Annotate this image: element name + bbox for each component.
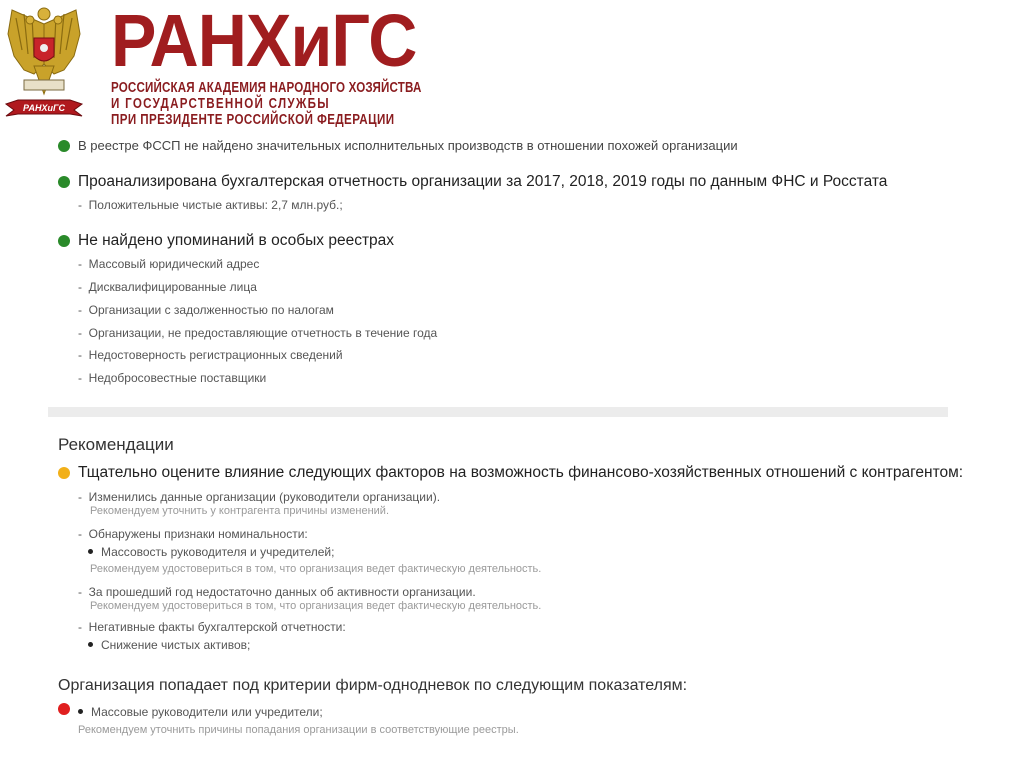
factor-item: - Обнаружены признаки номинальности: xyxy=(78,527,308,541)
check-registries-title: Не найдено упоминаний в особых реестрах xyxy=(78,232,395,249)
check-accounting-title: Проанализирована бухгалтерская отчетность организации за 2017, 2018, 2019 годы по данным ФНС и Росстата xyxy=(78,173,888,190)
emblem-ribbon-text: РАНХиГС xyxy=(23,103,65,113)
registry-item: - Недостоверность регистрационных сведений xyxy=(78,348,343,362)
check-accounting-item: - Положительные чистые активы: 2,7 млн.руб.; xyxy=(78,198,343,212)
registry-item: - Массовый юридический адрес xyxy=(78,257,260,271)
eagle-emblem-icon xyxy=(4,4,84,130)
factor-bullet xyxy=(88,638,250,652)
status-ok-icon xyxy=(58,176,70,188)
brand-subtitle-line: РОССИЙСКАЯ АКАДЕМИЯ НАРОДНОГО ХОЗЯЙСТВА xyxy=(111,80,422,96)
shell-company-bullet-text: Массовые руководители или учредители; xyxy=(91,705,323,719)
factor-note: Рекомендуем удостовериться в том, что организация ведет фактическую деятельность. xyxy=(90,600,542,612)
bullet-icon xyxy=(78,709,83,714)
registry-item: - Дисквалифицированные лица xyxy=(78,280,257,294)
factor-note: Рекомендуем удостовериться в том, что организация ведет фактическую деятельность. xyxy=(90,563,542,575)
header xyxy=(0,0,1024,135)
recommendations-intro: Тщательно оцените влияние следующих факторов на возможность финансово-хозяйственных отношений с контрагентом: xyxy=(78,464,964,481)
status-ok-icon xyxy=(58,140,70,152)
registry-item-text: Организации с задолженностью по налогам xyxy=(88,303,334,317)
bullet-icon xyxy=(88,642,93,647)
registry-item-text: Организации, не предоставляющие отчетность в течение года xyxy=(88,326,438,340)
registry-item-text: Дисквалифицированные лица xyxy=(88,280,257,294)
shell-company-note: Рекомендуем уточнить причины попадания организации в соответствующие реестры. xyxy=(78,724,519,736)
registry-item-text: Недобросовестные поставщики xyxy=(88,371,267,385)
shell-company-title: Организация попадает под критерии фирм-однодневок по следующим показателям: xyxy=(58,677,688,694)
factor-text: Изменились данные организации (руководители организации). xyxy=(88,490,441,504)
bullet-icon xyxy=(88,549,93,554)
status-ok-icon xyxy=(58,235,70,247)
status-danger-icon xyxy=(58,703,70,715)
factor-text: За прошедший год недостаточно данных об активности организации. xyxy=(88,585,476,599)
factor-bullet-text: Массовость руководителя и учредителей; xyxy=(101,545,335,559)
registry-item: - Организации, не предоставляющие отчетность в течение года xyxy=(78,326,438,340)
registry-item: - Организации с задолженностью по налогам xyxy=(78,303,334,317)
registry-item-text: Недостоверность регистрационных сведений xyxy=(88,348,343,362)
brand-subtitle-line: И ГОСУДАРСТВЕННОЙ СЛУЖБЫ xyxy=(111,96,330,112)
factor-bullet xyxy=(88,545,334,559)
check-fssp: В реестре ФССП не найдено значительных исполнительных производств в отношении похожей организации xyxy=(78,138,738,153)
brand-title: РАНХиГС xyxy=(111,0,417,82)
brand-subtitle-line: ПРИ ПРЕЗИДЕНТЕ РОССИЙСКОЙ ФЕДЕРАЦИИ xyxy=(111,112,395,128)
registry-item: - Недобросовестные поставщики xyxy=(78,371,267,385)
factor-item: - За прошедший год недостаточно данных об активности организации. xyxy=(78,585,476,599)
factor-text: Обнаружены признаки номинальности: xyxy=(88,527,308,541)
factor-item: - Изменились данные организации (руководители организации). xyxy=(78,490,441,504)
factor-text: Негативные факты бухгалтерской отчетности: xyxy=(88,620,346,634)
factor-item: - Негативные факты бухгалтерской отчетности: xyxy=(78,620,346,634)
check-accounting-item-text: Положительные чистые активы: 2,7 млн.руб.; xyxy=(88,198,343,212)
section-divider xyxy=(48,407,948,417)
factor-note: Рекомендуем уточнить у контрагента причины изменений. xyxy=(90,505,389,517)
registry-item-text: Массовый юридический адрес xyxy=(88,257,260,271)
shell-company-bullet xyxy=(78,705,323,719)
status-warning-icon xyxy=(58,467,70,479)
brand-subtitle xyxy=(111,80,422,128)
factor-bullet-text: Снижение чистых активов; xyxy=(101,638,251,652)
recommendations-title: Рекомендации xyxy=(58,435,174,454)
